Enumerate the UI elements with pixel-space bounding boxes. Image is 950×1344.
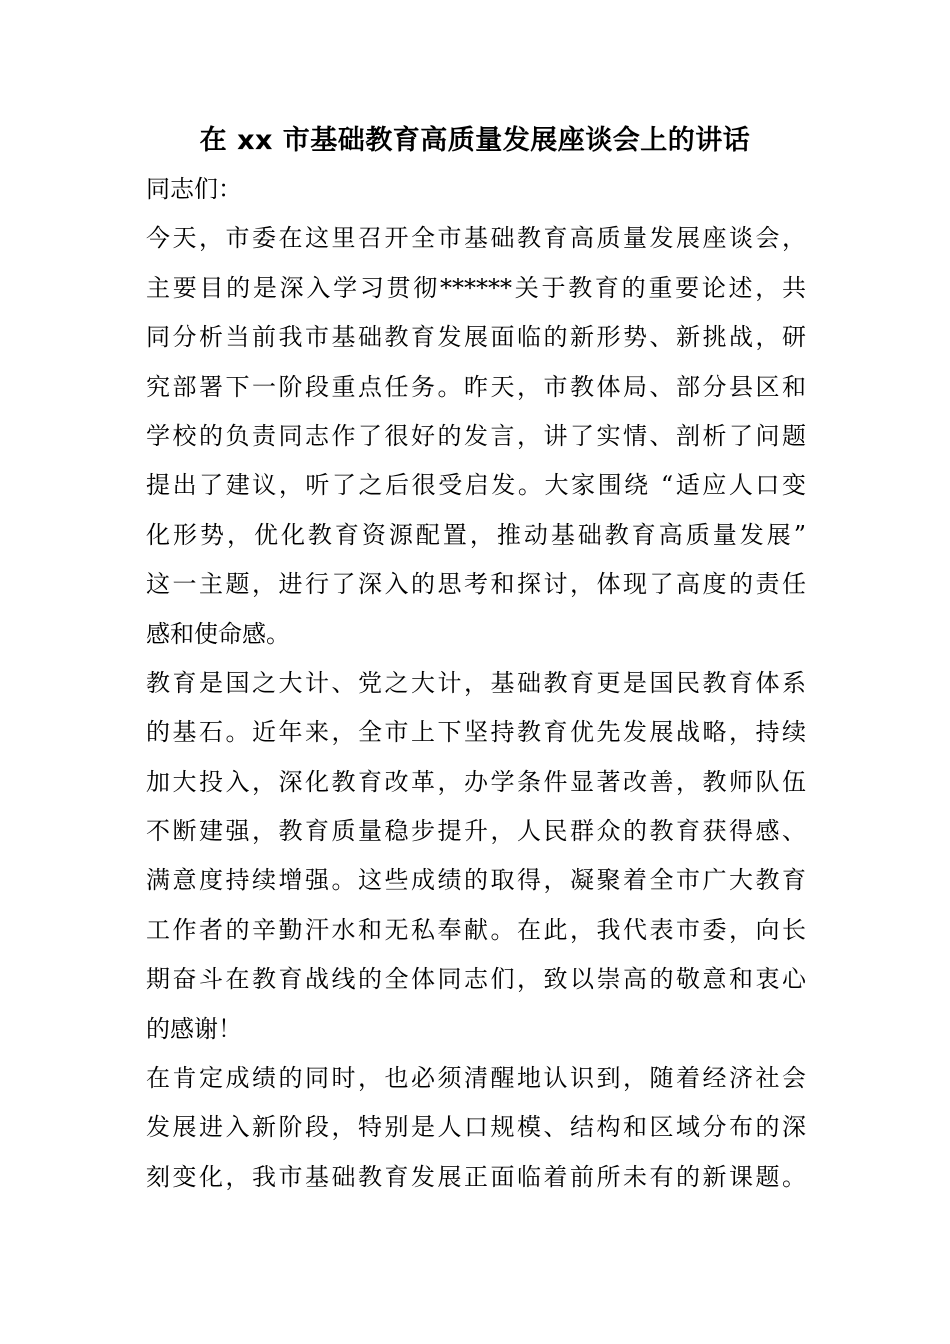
body-line: 工作者的辛勤汗水和无私奉献。在此，我代表市委，向长 — [146, 915, 806, 944]
body-line: 教育是国之大计、党之大计，基础教育更是国民教育体系 — [146, 668, 806, 697]
body-line: 刻变化，我市基础教育发展正面临着前所未有的新课题。 — [146, 1162, 806, 1191]
document-body — [146, 165, 806, 1202]
body-line: 今天，市委在这里召开全市基础教育高质量发展座谈会， — [146, 224, 806, 253]
body-line: 加大投入，深化教育改革，办学条件显著改善，教师队伍 — [146, 767, 806, 796]
body-line: 提出了建议，听了之后很受启发。大家围绕 “适应人口变 — [146, 471, 806, 500]
body-line: 学校的负责同志作了很好的发言，讲了实情、剖析了问题 — [146, 421, 806, 450]
body-line: 究部署下一阶段重点任务。昨天，市教体局、部分县区和 — [146, 372, 806, 401]
body-line: 这一主题，进行了深入的思考和探讨，体现了高度的责任 — [146, 570, 806, 599]
body-line: 期奋斗在教育战线的全体同志们，致以崇高的敬意和衷心 — [146, 965, 806, 994]
body-line: 化形势，优化教育资源配置，推动基础教育高质量发展” — [146, 520, 806, 549]
body-line: 发展进入新阶段，特别是人口规模、结构和区域分布的深 — [146, 1113, 806, 1142]
body-line: 感和使命感。 — [146, 619, 290, 648]
body-line: 的感谢！ — [146, 1014, 242, 1043]
body-line: 同志们： — [146, 175, 242, 203]
body-line: 的基石。近年来，全市上下坚持教育优先发展战略，持续 — [146, 718, 806, 747]
body-line: 主要目的是深入学习贯彻******关于教育的重要论述，共 — [146, 273, 806, 302]
body-line: 在肯定成绩的同时，也必须清醒地认识到，随着经济社会 — [146, 1064, 806, 1093]
body-line: 满意度持续增强。这些成绩的取得，凝聚着全市广大教育 — [146, 866, 806, 895]
document-title: 在 xx 市基础教育高质量发展座谈会上的讲话 — [199, 125, 751, 156]
body-line: 同分析当前我市基础教育发展面临的新形势、新挑战，研 — [146, 323, 806, 352]
body-line: 不断建强，教育质量稳步提升，人民群众的教育获得感、 — [146, 817, 806, 846]
